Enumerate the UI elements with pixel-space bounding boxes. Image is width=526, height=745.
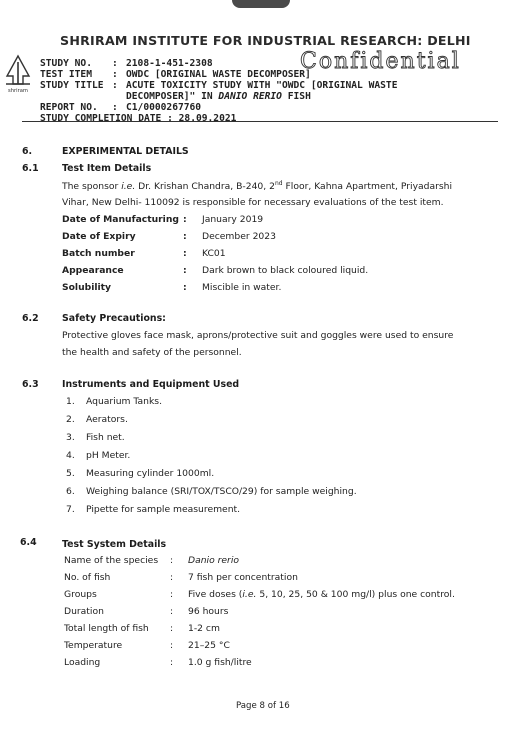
list-item: pH Meter. [86, 450, 131, 461]
study-title-colon: : [112, 80, 118, 91]
list-item-number: 5. [66, 468, 75, 479]
temperature-label: Temperature [64, 640, 123, 651]
batch-number-label: Batch number [62, 248, 135, 259]
temperature-colon: : [170, 640, 174, 651]
test-item-value: OWDC [ORIGINAL WASTE DECOMPOSER] [126, 69, 311, 80]
safety-line1: Protective gloves face mask, aprons/protective suit and goggles were used to ensure [62, 330, 454, 341]
report-no-colon: : [112, 102, 118, 113]
fish-count-value: 7 fish per concentration [188, 572, 298, 583]
species-colon: : [170, 555, 174, 566]
confidential-watermark: Confidential [300, 49, 461, 74]
duration-label: Duration [64, 606, 104, 617]
list-item: Fish net. [86, 432, 125, 443]
logo-text: shriram [8, 88, 28, 94]
sponsor-paragraph-line1: The sponsor i.e. Dr. Krishan Chandra, B-240, 2nd Floor, Kahna Apartment, Priyadarshi [62, 180, 453, 193]
section-6-3-title: Instruments and Equipment Used [62, 379, 240, 390]
report-no-label: REPORT NO. [40, 102, 98, 113]
groups-label: Groups [64, 589, 97, 600]
species-italic: DANIO RERIO [218, 91, 282, 102]
manufacturing-date-label: Date of Manufacturing [62, 214, 179, 225]
solubility-colon: : [183, 282, 187, 293]
loading-colon: : [170, 657, 174, 668]
study-no-value: 2108-1-451-2308 [126, 58, 213, 69]
list-item-number: 4. [66, 450, 75, 461]
organization-name: SHRIRAM INSTITUTE FOR INDUSTRIAL RESEARCH: DELHI [60, 33, 471, 48]
study-title-label: STUDY TITLE [40, 80, 104, 91]
section-6-title: EXPERIMENTAL DETAILS [62, 146, 189, 157]
test-item-colon: : [112, 69, 118, 80]
page-number: Page 8 of 16 [236, 701, 290, 711]
test-item-label: TEST ITEM [40, 69, 92, 80]
list-item-number: 7. [66, 504, 75, 515]
groups-value: Five doses (i.e. 5, 10, 25, 50 & 100 mg/l) plus one control. [188, 589, 455, 600]
list-item-number: 2. [66, 414, 75, 425]
duration-colon: : [170, 606, 174, 617]
expiry-date-colon: : [183, 231, 187, 242]
loading-label: Loading [64, 657, 101, 668]
list-item: Pipette for sample measurement. [86, 504, 241, 515]
fish-count-label: No. of fish [64, 572, 111, 583]
completion-date-row: STUDY COMPLETION DATE : 28.09.2021 [40, 113, 237, 124]
batch-number-value: KC01 [202, 248, 226, 259]
list-item-number: 6. [66, 486, 75, 497]
institute-logo [3, 54, 33, 94]
section-6-3-number: 6.3 [22, 379, 39, 390]
loading-value: 1.0 g fish/litre [188, 657, 252, 668]
list-item: Aerators. [86, 414, 128, 425]
groups-colon: : [170, 589, 174, 600]
duration-value: 96 hours [188, 606, 229, 617]
section-6-2-number: 6.2 [22, 313, 39, 324]
top-binding-mark [232, 0, 290, 8]
header-divider [22, 121, 498, 122]
solubility-value: Miscible in water. [202, 282, 282, 293]
manufacturing-date-colon: : [183, 214, 187, 225]
temperature-value: 21–25 °C [188, 640, 230, 651]
fish-length-label: Total length of fish [64, 623, 149, 634]
section-6-number: 6. [22, 146, 33, 157]
section-6-4-number: 6.4 [20, 537, 37, 548]
species-label: Name of the species [64, 555, 159, 566]
fish-length-value: 1-2 cm [188, 623, 220, 634]
species-value: Danio rerio [188, 555, 240, 566]
fish-count-colon: : [170, 572, 174, 583]
manufacturing-date-value: January 2019 [202, 214, 264, 225]
study-no-label: STUDY NO. [40, 58, 92, 69]
safety-line2: the health and safety of the personnel. [62, 347, 242, 358]
sponsor-paragraph-line2: Vihar, New Delhi- 110092 is responsible for necessary evaluations of the test item. [62, 197, 444, 208]
study-title-line1: ACUTE TOXICITY STUDY WITH "OWDC [ORIGINAL WASTE [126, 80, 398, 91]
list-item-number: 3. [66, 432, 75, 443]
expiry-date-value: December 2023 [202, 231, 276, 242]
batch-number-colon: : [183, 248, 187, 259]
solubility-label: Solubility [62, 282, 112, 293]
section-6-1-number: 6.1 [22, 163, 39, 174]
list-item: Aquarium Tanks. [86, 396, 163, 407]
study-no-colon: : [112, 58, 118, 69]
section-6-1-title: Test Item Details [62, 163, 152, 174]
study-title-line2: DECOMPOSER]" IN DANIO RERIO FISH [126, 91, 311, 102]
list-item: Measuring cylinder 1000ml. [86, 468, 215, 479]
appearance-label: Appearance [62, 265, 124, 276]
report-no-value: C1/0000267760 [126, 102, 202, 113]
fish-length-colon: : [170, 623, 174, 634]
appearance-colon: : [183, 265, 187, 276]
appearance-value: Dark brown to black coloured liquid. [202, 265, 369, 276]
list-item-number: 1. [66, 396, 75, 407]
section-6-2-title: Safety Precautions: [62, 313, 166, 324]
list-item: Weighing balance (SRI/TOX/TSCO/29) for sample weighing. [86, 486, 357, 497]
section-6-4-title: Test System Details [62, 539, 167, 550]
expiry-date-label: Date of Expiry [62, 231, 136, 242]
